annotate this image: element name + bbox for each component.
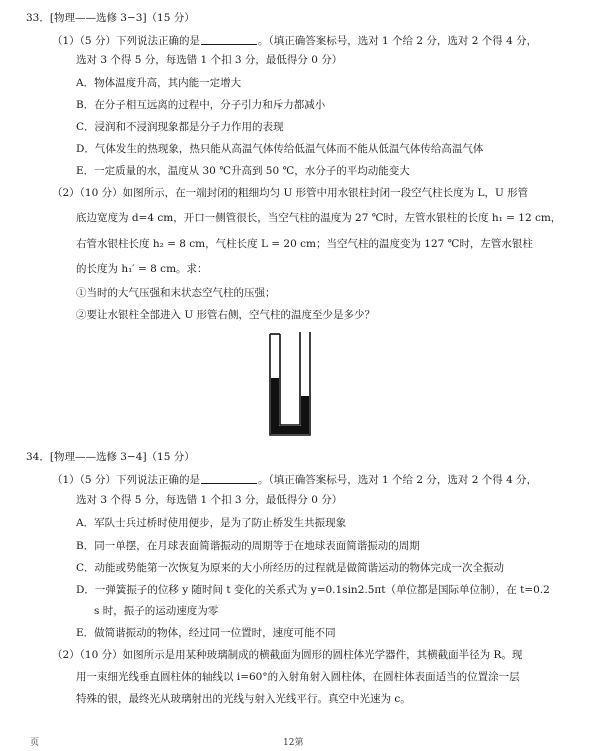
q34-option-e: E．做简谐振动的物体，经过同一位置时，速度可能不同 bbox=[76, 627, 336, 639]
q34-part1-instructions: 。（填正确答案标号，选对 1 个给 2 分，选对 2 个得 4 分， bbox=[257, 474, 538, 486]
q33-option-e: E．一定质量的水，温度从 30 ℃升高到 50 ℃，水分子的平均动能变大 bbox=[76, 165, 410, 177]
q34-part2-line1: （2）（10 分）如图所示是用某种玻璃制成的横截面为圆形的圆柱体光学器件，其横截面半径为 R。现 bbox=[52, 649, 523, 661]
q33-part2-sub1: ①当时的大气压强和末状态空气柱的压强； bbox=[76, 287, 276, 299]
q33-part2-line3: 右管水银柱长度 h₂ = 8 cm，气柱长度 L = 20 cm；当空气柱的温度变为 127 ℃时，左管水银柱 bbox=[76, 238, 533, 250]
q34-option-d: D．一弹簧振子的位移 y 随时间 t 变化的关系式为 y=0.1sin2.5πt（单位都是国际单位制），在 t=0.2 bbox=[76, 584, 550, 596]
q34-option-d-cont: s 时，振子的运动速度为零 bbox=[94, 605, 219, 617]
q33-option-c: C．浸润和不浸润现象都是分子力作用的表现 bbox=[76, 121, 284, 133]
q33-header: 33．[物理——选修 3−3]（15 分） bbox=[26, 12, 195, 24]
answer-blank bbox=[201, 34, 257, 45]
q34-part1-line1 bbox=[52, 473, 537, 487]
q34-option-b: B．同一单摆，在月球表面简谐振动的周期等于在地球表面简谐振动的周期 bbox=[76, 540, 420, 552]
left-mercury-column bbox=[271, 378, 279, 434]
q33-part1-instructions: 。（填正确答案标号，选对 1 个给 2 分，选对 2 个得 4 分， bbox=[257, 35, 538, 47]
q33-option-b: B．在分子相互远离的过程中，分子引力和斥力都减小 bbox=[76, 99, 326, 111]
answer-blank bbox=[201, 473, 257, 484]
u-tube-figure bbox=[262, 330, 326, 440]
q33-part2-line1: （2）（10 分）如图所示，在一端封闭的粗细均匀 U 形管中用水银柱封闭一段空气柱长度为 L，U 形管 bbox=[52, 187, 529, 199]
q33-part2-line2: 底边宽度为 d=4 cm，开口一侧管很长，当空气柱的温度为 27 ℃时，左管水银柱的长度 h₁ = 12 cm， bbox=[76, 212, 562, 224]
q33-part2-line4: 的长度为 h₁′ = 8 cm。求： bbox=[76, 263, 208, 275]
q33-part2-sub2: ②要让水银柱全部进入 U 形管右侧，空气柱的温度至少是多少？ bbox=[76, 309, 376, 321]
q33-option-d: D．气体发生的热现象，热只能从高温气体传给低温气体而不能从低温气体传给高温气体 bbox=[76, 143, 484, 155]
q34-part1-stem: （1）（5 分）下列说法正确的是 bbox=[52, 474, 200, 486]
q33-part1-line2: 选对 3 个得 5 分，每选错 1 个扣 3 分，最低得分 0 分） bbox=[76, 54, 343, 66]
q33-part1-line1 bbox=[52, 34, 537, 48]
q34-option-a: A．军队士兵过桥时使用便步，是为了防止桥发生共振现象 bbox=[76, 517, 347, 529]
q33-part1-stem: （1）（5 分）下列说法正确的是 bbox=[52, 35, 200, 47]
q34-option-c: C．动能或势能第一次恢复为原来的大小所经历的过程就是做简谐运动的物体完成一次全振动 bbox=[76, 562, 505, 574]
q34-part2-line3: 特殊的银，最终光从玻璃射出的光线与射入光线平行。真空中光速为 c。 bbox=[76, 693, 411, 705]
q34-part1-line2: 选对 3 个得 5 分，每选错 1 个扣 3 分，最低得分 0 分） bbox=[76, 494, 343, 506]
q33-option-a: A．物体温度升高，其内能一定增大 bbox=[76, 77, 242, 89]
tube-inner-wall bbox=[280, 332, 300, 425]
q34-part2-line2: 用一束细光线垂直圆柱体的轴线以 i=60°的入射角射入圆柱体，在圆柱体表面适当的位置涂一层 bbox=[76, 671, 520, 683]
q34-header: 34．[物理——选修 3−4]（15 分） bbox=[26, 451, 195, 463]
footer-left: 页 bbox=[30, 738, 40, 748]
right-mercury-column bbox=[301, 396, 309, 434]
page-number: 12第 bbox=[283, 738, 304, 748]
